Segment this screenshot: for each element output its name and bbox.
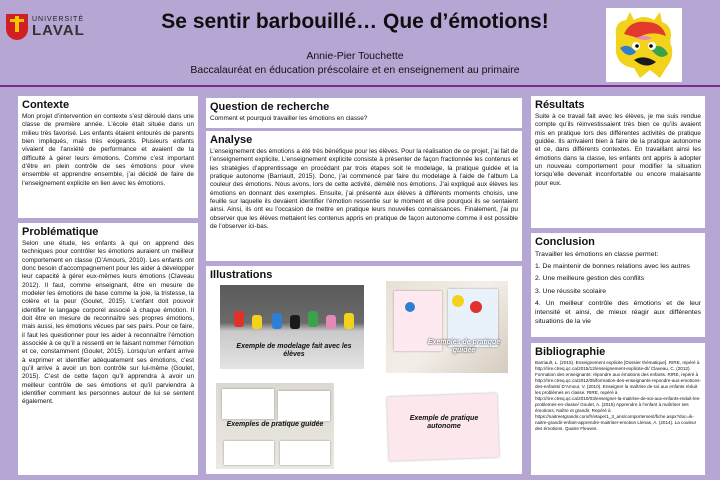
analyse-heading: Analyse	[210, 134, 253, 146]
resultats-section	[531, 96, 705, 228]
logo-main-text: LAVAL	[32, 22, 85, 39]
caption-modelage: Exemple de modelage fait avec les élèves	[236, 343, 352, 359]
problematique-heading: Problématique	[22, 226, 99, 238]
illustrations-section	[206, 266, 522, 474]
caption-pratique-autonome: Exemple de pratique autonome	[409, 415, 479, 431]
photo-pratique-guidee-2	[216, 383, 334, 469]
problematique-section	[18, 223, 198, 475]
color-monster-image	[606, 8, 682, 82]
poster-program: Baccalauréat en éducation préscolaire et en enseignement au primaire	[190, 64, 520, 76]
conclusion-intro: Travailler les émotions en classe permet:	[535, 251, 659, 258]
resultats-heading: Résultats	[535, 99, 585, 111]
photo-pratique-guidee-1	[386, 281, 508, 373]
caption-pratique-guidee-1: Exemples de pratique guidée	[427, 339, 501, 355]
header-divider	[0, 85, 720, 87]
conclusion-item: 2. Une meilleure gestion des conflits	[535, 275, 645, 283]
analyse-section	[206, 131, 522, 261]
contexte-heading: Contexte	[22, 99, 70, 111]
conclusion-heading: Conclusion	[535, 236, 595, 248]
bibliographie-section	[531, 343, 705, 475]
contexte-text: Mon projet d’intervention en contexte s’est déroulé dans une classe de première année. L’école était située dans un milieu très favorisé. Les enfants étaient entourés de parents bien impliqués, mais très exigeants. Plusieurs enfants vivaient de l’anxiété de performance et avaient de la difficulté à gérer leurs émotions. Comme c’est important d’être en plein contrôle de ses émotions pour vivre ensemble et apprendre ensemble, j’ai décidé de faire de l’enseignement explicite en lien avec les émotions.	[22, 113, 194, 187]
logo-top-text: UNIVERSITÉ	[32, 16, 85, 23]
conclusion-list	[535, 262, 701, 326]
conclusion-item: 1. De maintenir de bonnes relations avec les autres	[535, 263, 690, 271]
contexte-section	[18, 96, 198, 218]
photo-pratique-autonome	[380, 383, 506, 469]
bibliographie-text: Barriault, L. (2015). Enseignement explicite [Dossier thématique]. RIRE, repéré à http://rire.ctreq.qc.ca/2015/12/enseignement-explicite-dt/ Claveau, C. (2012). Formation des enseignants: répondre aux émotions des enfants. RIRE, repéré à http://rire.ctreq.qc.ca/2012/05/formation-des-enseignants-repondre-aux-emotions-des-enfants/ D’Amour, V. (2010). Enseigner la maîtrise de soi aux enfants réduit les problèmes en classe. RIRE, repéré à http://rire.ctreq.qc.ca/2010/03/enseigner-la-maitrise-de-soi-aux-enfants-reduit-les-problemes-en-classe/ Goulet, A. (2015) Apprendre à l’enfant à maîtriser ses émotions, Naître et grandir. Repéré à https://naitreetgrandir.com/fr/etape/1_3_ans/comportement/fiche.aspx?doc=ik-naitre-grandir-enfant-apprendre-maitriser-emotion Llenas, A. (2014). La couleur des émotions. Quatre Fleuves.	[535, 360, 701, 431]
universite-laval-logo	[6, 12, 96, 42]
caption-pratique-guidee-2: Exemples de pratique guidée	[226, 421, 324, 428]
shield-icon	[6, 14, 28, 40]
bibliographie-heading: Bibliographie	[535, 346, 606, 358]
poster-title: Se sentir barbouillé… Que d’émotions!	[161, 10, 549, 33]
poster-header	[0, 0, 720, 90]
question-text: Comment et pourquoi travailler les émotions en classe?	[210, 115, 368, 122]
poster-author: Annie-Pier Touchette	[306, 50, 404, 62]
question-heading: Question de recherche	[210, 101, 330, 113]
photo-modelage	[220, 285, 364, 369]
problematique-text: Selon une étude, les enfants à qui on apprend des techniques pour contrôler les émotions auraient un meilleur comportement en classe (D’Amours, 2010). Les enfants ont donc besoin d’accompagnement pour les aider à développer leur capacité à gérer eux-mêmes leurs émotions (Claveau 2012). Il faut, comme enseignant, être en mesure de modeler les émotions de base comme la joie, la tristesse, la colère et la peur (Goulet, 2015). L’enfant doit pouvoir identifier le langage corporel associé à chaque émotion. Il doit être en mesure de reconnaître ses propres émotions, mais aussi, les émotions vécues par ses pairs. Pour ce faire, il faut les questionner pour les aider à reconnaître l’émotion associée à ce qu’il a ressenti en le faisant nommer l’émotion et ce, constamment (Goulet, 2015). Lorsqu’un enfant arrive à exprimer et identifier adéquatement ses émotions, c’est qu’il arrive à avoir un bon contrôle sur lui-même (Goulet, 2015). C’est de cette façon qu’il apprendra à avoir un meilleur contrôle de ses émotions et qu’il parviendra à identifier comment les personnes autour de lui se sentent également.	[22, 240, 194, 406]
conclusion-section	[531, 233, 705, 337]
question-section	[206, 98, 522, 128]
conclusion-item: 3. Une réussite scolaire	[535, 287, 607, 295]
illustrations-heading: Illustrations	[210, 269, 273, 281]
analyse-text: L’enseignement des émotions a été très bénéfique pour les élèves. Pour la réalisation de ce projet, j’ai fait de l’enseignement explicite. L’enseignement explicite consiste à présenter de façon fractionnée les contenus et les stratégies d’apprentissage en procédant par trois étapes soit le modelage, la pratique guidée et la pratique autonome (Barriault, 2015). Donc, j’ai commencé par faire du modelage à l’aide de l’album La couleur des émotions. Nous avons, lors de cette activité, démêlé nos émotions. J’ai expliqué aux élèves les émotions en donnant des exemples. Ensuite, j’ai présenté aux élèves à différents moments choisis, une feuille sur laquelle ils devaient identifier l’émotion ressentie sur le moment et dire pourquoi ils se sentaient ainsi. Ainsi, ils ont eu l’occasion de mettre en pratique leurs nouvelles connaissances. Finalement, j’ai pu observer que les élèves mettaient les contenus appris en pratique de façon autonome comme il est possible de l’observer ici-bas.	[210, 148, 519, 230]
conclusion-item: 4. Un meilleur contrôle des émotions et de leur intensité et ainsi, de mieux réagir aux différentes situations de la vie	[535, 299, 701, 326]
resultats-text: Suite à ce travail fait avec les élèves, je me suis rendue compte qu’ils réinvestissaient très bien ce qu’ils avaient mis en pratique lors des différentes activités de pratique guidée. Ils arrivaient bien à faire de la pratique autonome et ce, dans différents contextes. En travaillant ainsi les émotions dans la classe, les enfants ont appris à adopter un nouveau comportement pour modifier la situation lorsqu’elle devenait inconfortable ou encore malaisante pour eux.	[535, 113, 701, 187]
